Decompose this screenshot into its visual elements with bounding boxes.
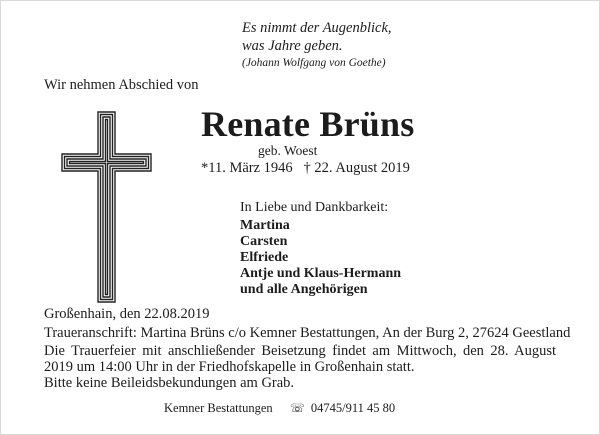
mourner-name: Elfriede — [240, 250, 289, 265]
mourner-name: Antje und Klaus-Hermann — [240, 266, 402, 281]
quote-line-1: Es nimmt der Augenblick, — [242, 20, 392, 36]
deceased-name: Renate Brüns — [201, 104, 415, 144]
mourner-name: und alle Angehörigen — [240, 282, 368, 297]
place-date: Großenhain, den 22.08.2019 — [44, 306, 210, 322]
quote-source: (Johann Wolfgang von Goethe) — [242, 57, 386, 69]
footer-contact — [164, 401, 395, 416]
condolence-request: Bitte keine Beileidsbekundungen am Grab. — [44, 375, 295, 391]
mourner-name: Carsten — [240, 234, 288, 249]
mourner-name: Martina — [240, 218, 290, 233]
ceremony-info: Die Trauerfeier mit anschließender Beisetzung findet am Mittwoch, den 28. August 2019 um 14:00 Uhr in der Friedhofskapelle in Großenhain statt. — [44, 343, 556, 375]
intro-text: Wir nehmen Abschied von — [44, 77, 199, 93]
mourners-heading: In Liebe und Dankbarkeit: — [240, 200, 389, 215]
life-dates: *11. März 1946 † 22. August 2019 — [201, 160, 410, 176]
telephone-icon: ☏ — [289, 401, 305, 415]
cross-icon — [60, 110, 153, 304]
goethe-quote — [242, 19, 392, 72]
funeral-home-name: Kemner Bestattungen — [164, 401, 273, 415]
quote-line-2: was Jahre geben. — [242, 38, 343, 54]
maiden-name: geb. Woest — [258, 143, 318, 158]
mourning-address: Traueranschrift: Martina Brüns c/o Kemner Bestattungen, An der Burg 2, 27624 Geestland — [44, 325, 571, 341]
mourners-list — [240, 218, 401, 298]
phone-number: 04745/911 45 80 — [310, 401, 396, 415]
